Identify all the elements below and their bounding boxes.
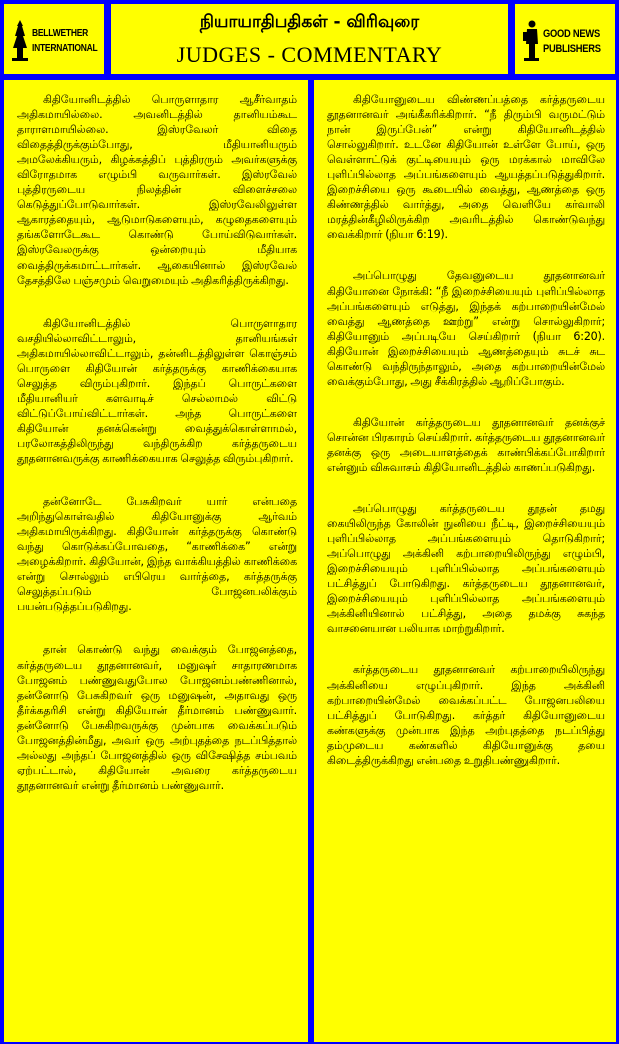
right-logo-line2: PUBLISHERS (543, 43, 601, 55)
left-paragraph-4: தான் கொண்டு வந்து வைக்கும் போஜனத்தை, கர்த்தருடைய தூதனானவர், மனுஷர் சாதாரணமாக போஜனம் பண்ணுவதுபோல போஜனம்பண்ணினால், தன்னோடு பேசுகிறவர் ஒரு மனுஷன், அதாவது ஒரு தீர்க்கதரிசி என்று கிதியோன் தீர்மானம் பண்ணுவார். தன்னோடு பேசுகிறவருக்கு முன்பாக வைக்கப்படும் போஜனத்தின்மீது, அவர் ஒரு அற்புதத்தை நடப்பித்தால் அல்லது அந்தப் போஜனத்தில் ஒரு விசேஷித்த சம்பவம் ஏற்பட்டால், கிதியோன் அவரை கர்த்தருடைய தூதனானவர் என்று தீர்மானம் பண்ணுவார். (17, 643, 297, 792)
right-paragraph-5: கர்த்தருடைய தூதனானவர் கற்பாறையிலிருந்து அக்கினியை எழுப்புகிறார். இந்த அக்கினி கற்பாறையின்மேல் வைக்கப்பட்ட போஜனபலியை பட்சித்துப் போடுகிறது. கர்த்தர் கிதியோனுடைய கண்களுக்கு முன்பாக இந்த அற்புதத்தை நடப்பித்து தம்முடைய கண்களில் கிதியோனுக்கு தயை கிடைத்திருக்கிறது என்பதை உறுதிபண்ணுகிறார். (327, 663, 605, 767)
page-header (0, 0, 619, 77)
title-box (111, 4, 508, 74)
right-paragraph-2: அப்பொழுது தேவனுடைய தூதனானவர் கிதியோனை நோக்கி: “நீ இறைச்சியையும் புளிப்பில்லாத அப்பங்களையும் எடுத்து, இந்தக் கற்பாறையின்மேல் வைத்து ஆணத்தை ஊற்று” என்று சொல்லுகிறார்; கிதியோனும் அப்படியே செய்கிறார் (நியா 6:20). கிதியோன் இறைச்சியையும் ஆணத்தையும் சுடச் சுட கொண்டு வந்திருந்தாலும், அதை கற்பாறையின்மேல் வைக்கும்போது, அது சீக்கிரத்தில் ஆறிப்போகும். (327, 269, 605, 388)
left-logo-line1: BELLWETHER (32, 28, 89, 39)
left-logo-line2: INTERNATIONAL (32, 43, 98, 54)
page-title-tamil: நியாயாதிபதிகள் - விரிவுரை (199, 12, 420, 32)
right-logo-line1: GOOD NEWS (543, 28, 600, 40)
publisher-logo-right (515, 4, 615, 74)
left-paragraph-1: கிதியோனிடத்தில் பொருளாதார ஆசீர்வாதம் அதிகமாயில்லை. அவனிடத்தில் தானியம்கூட தாராளமாயில்லை. இஸ்ரவேலர் விதை விதைத்திருக்கும்போது, மீதியானியரும் அமலேக்கியரும், கிழக்கத்திப் புத்திரரும் அவர்களுக்கு விரோதமாக எழும்பி வருவார்கள். இஸ்ரவேல் புத்திரருடைய நிலத்தின் விளைச்சலை கெடுத்துப்போடுவார்கள். இஸ்ரவேலிலுள்ள ஆகாரத்தையும், ஆடுமாடுகளையும், கழுதைகளையும் தங்களோடேகூட கொண்டு போய்விடுவார்கள். இஸ்ரவேலருக்கு ஒன்றையும் மீதியாக வைத்திருக்கமாட்டார்கள். ஆகையினால் இஸ்ரவேல் தேசத்திலே பஞ்சமும் வெறுமையும் அதிகரித்திருக்கிறது. (17, 93, 297, 287)
page-title-english: JUDGES - COMMENTARY (176, 42, 443, 67)
bellwether-logo (10, 18, 98, 62)
right-paragraph-1: கிதியோனுடைய விண்ணப்பத்தை கர்த்தருடைய தூதனானவர் அங்கீகரிக்கிறார். “நீ திரும்பி வருமட்டும் நான் இருப்பேன்” என்று கிதியோனிடத்தில் சொல்லுகிறார். உடனே கிதியோன் உள்ளே போய், ஒரு வெள்ளாட்டுக் குட்டியையும் ஒரு மரக்கால் மாவிலே புளிப்பில்லாத அப்பங்களையும் ஆயத்தப்படுத்துகிறார். இறைச்சியை ஒரு கூடையில் வைத்து, ஆணத்தை ஒரு கிண்ணத்தில் வார்த்து, அதை வெளியே கர்வாலி மரத்தின்கீழிலிருக்கிற அவரிடத்தில் கொண்டுவந்து வைக்கிறார் (நியா 6:19). (327, 93, 605, 242)
bellwether-bell-icon (10, 18, 30, 62)
left-paragraph-2: கிதியோனிடத்தில் பொருளாதார வசதியில்லாவிட்டாலும், தானியங்கள் அதிகமாயில்லாவிட்டாலும், தன்னிடத்திலுள்ள கொஞ்சம் பொருளை கிதியோன் கர்த்தருக்கு காணிக்கையாக செலுத்த விரும்புகிறார். இந்தப் பொருட்களை மீதியானியர் களவாடிச் செல்லாமல் விட்டு விட்டுப்போய்விட்டார்கள். அந்த பொருட்களை கிதியோன் தனக்கென்று வைத்துக்கொள்ளாமல், பரலோகத்திலிருந்து வந்திருக்கிற கர்த்தருடைய தூதனானவருக்கு காணிக்கையாக செலுத்த விரும்புகிறார். (17, 316, 297, 466)
publisher-logo-left (4, 4, 104, 74)
right-paragraph-3: கிதியோன் கர்த்தருடைய தூதனானவர் தனக்குச் சொன்ன பிரகாரம் செய்கிறார். கர்த்தருடைய தூதனானவர் தனக்கு ஒரு அடையாளத்தைக் காண்பிக்கப்போகிறார் என்னும் விசுவாசம் கிதியோனிடத்தில் காணப்படுகிறது. (327, 415, 605, 474)
right-paragraph-4: அப்பொழுது கர்த்தருடைய தூதன் தமது கையிலிருந்த கோலின் நுனியை நீட்டி, இறைச்சியையும் புளிப்பில்லாத அப்பங்களையும் தொடுகிறார்; அப்பொழுது அக்கினி கற்பாறையிலிருந்து எழும்பி, இறைச்சியையும் புளிப்பில்லாத அப்பங்களையும் பட்சித்துப் போடுகிறது. கர்த்தருடைய தூதனானவர், இறைச்சியையும் புளிப்பில்லாத அப்பங்களையும் அக்கினியினால் பட்சித்து, அதை தமக்கு சுகந்த வாசனையான பலியாக மாற்றுகிறார். (327, 502, 605, 636)
right-text-column (314, 80, 616, 1042)
good-news-logo (521, 18, 609, 62)
left-text-column (4, 80, 308, 1042)
book-figure-icon (521, 18, 541, 62)
left-paragraph-3: தன்னோடே பேசுகிறவர் யார் என்பதை அறிந்துகொள்வதில் கிதியோனுக்கு ஆர்வம் அதிகமாயிருக்கிறது. கிதியோன் கர்த்தருக்கு கொண்டு வந்து கொடுக்கப்போவதை, “காணிக்கை” என்று அழைக்கிறார். கிதியோன், இந்த வாக்கியத்தில் காணிக்கை என்று சொல்லும் எபிரெய வார்த்தை, கர்த்தருக்கு செலுத்தப்படும் போஜனபலிக்கும் பயன்படுத்தப்படுகிறது. (17, 495, 297, 614)
